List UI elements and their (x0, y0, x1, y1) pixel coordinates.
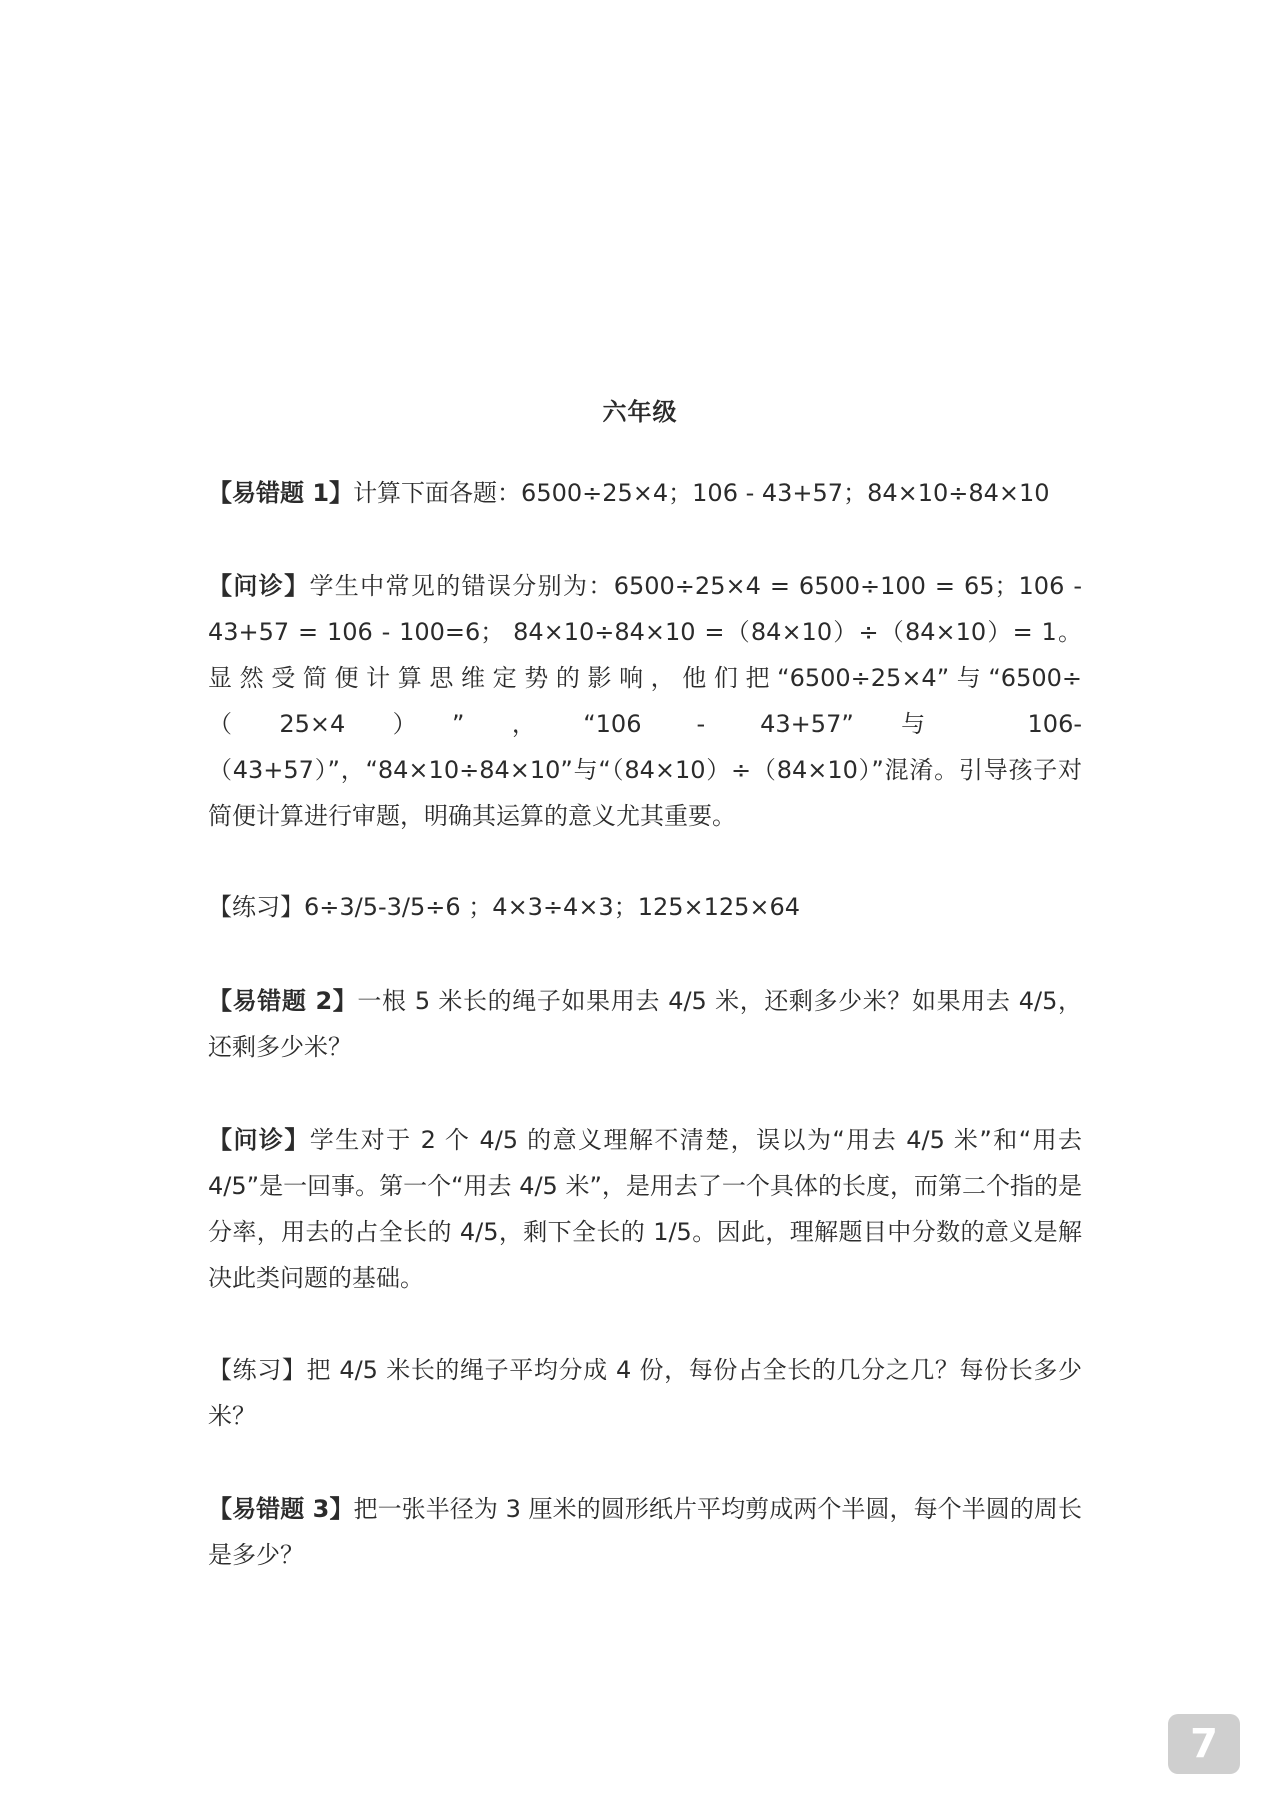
item-mistake-1 (208, 470, 1082, 516)
item-text: 学生对于 2 个 4/5 的意义理解不清楚，误以为“用去 4/5 米”和“用去 4/5”是一回事。第一个“用去 4/5 米”，是用去了一个具体的长度，而第二个指的是分率，用去的占全长的 4/5，剩下全长的 1/5。因此，理解题目中分数的意义是解决此类问题的基础。 (208, 1126, 1083, 1292)
item-practice-2 (208, 1347, 1082, 1439)
item-label: 【练习】 (208, 1356, 307, 1384)
item-text: 一根 5 米长的绳子如果用去 4/5 米，还剩多少米？如果用去 4/5，还剩多少米？ (208, 987, 1082, 1061)
item-label: 【易错题 3】 (208, 1495, 354, 1523)
item-mistake-2 (208, 978, 1082, 1070)
item-label: 【问诊】 (208, 572, 310, 600)
item-text: 把一张半径为 3 厘米的圆形纸片平均剪成两个半圆，每个半圆的周长是多少？ (208, 1495, 1082, 1569)
item-mistake-3 (208, 1486, 1082, 1578)
item-label: 【易错题 2】 (208, 987, 358, 1015)
item-diagnosis-1 (208, 563, 1082, 839)
item-text: 把 4/5 米长的绳子平均分成 4 份，每份占全长的几分之几？每份长多少米？ (208, 1356, 1082, 1430)
page-title: 六年级 (602, 398, 678, 426)
item-text: 6÷3/5-3/5÷6 ；4×3÷4×3；125×125×64 (304, 893, 801, 921)
item-practice-1 (208, 884, 1082, 930)
item-label: 【易错题 1】 (208, 479, 354, 507)
page-number-badge: 7 (1168, 1714, 1240, 1774)
item-text: 学生中常见的错误分别为：6500÷25×4 = 6500÷100 = 65；106 - 43+57 = 106 - 100=6； 84×10÷84×10 =（84×10）÷（84×10）= 1。显然受简便计算思维定势的影响，他们把“6500÷25×4”与“6500÷（25×4）”，“106 - 43+57”与 106-（43+57）”，“84×10÷84×10”与“（84×10）÷（84×10）”混淆。引导孩子对简便计算进行审题，明确其运算的意义尤其重要。 (208, 572, 1082, 830)
item-label: 【问诊】 (208, 1126, 310, 1154)
item-diagnosis-2 (208, 1117, 1082, 1301)
item-label: 【练习】 (208, 893, 304, 921)
item-text: 计算下面各题：6500÷25×4；106 - 43+57；84×10÷84×10 (353, 479, 1050, 507)
